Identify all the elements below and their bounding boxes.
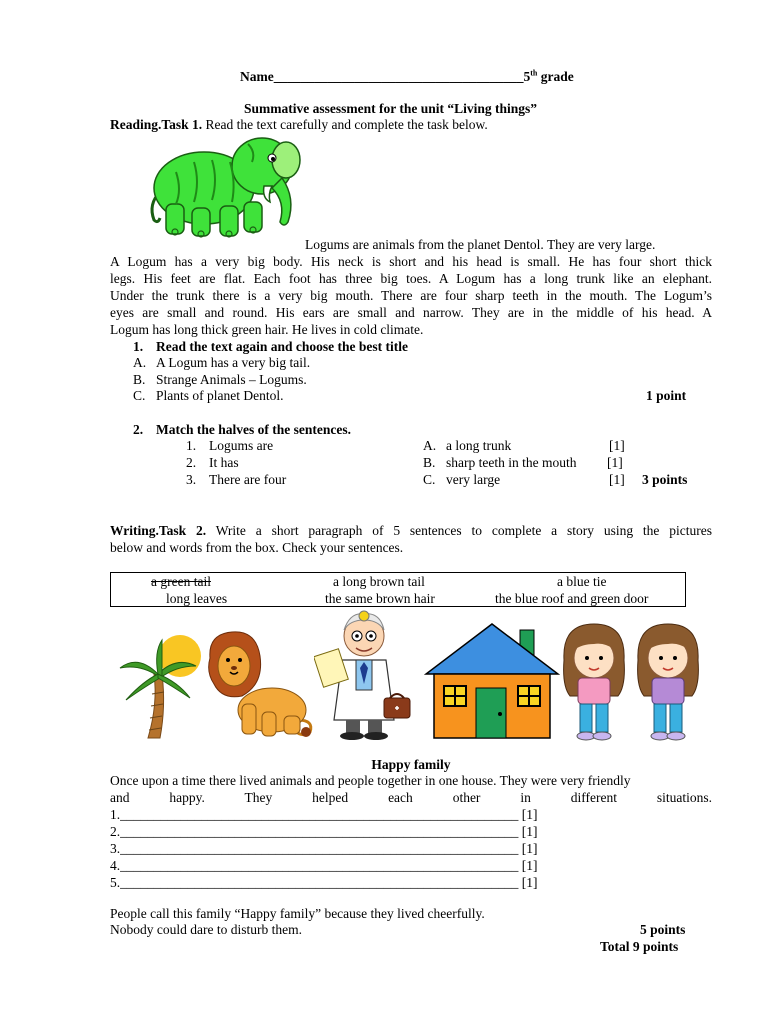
match-right-letter: C. [423, 472, 436, 487]
task1-instruction: Read the text carefully and complete the task below. [202, 117, 488, 132]
mark-label: [1] [521, 875, 538, 890]
story-intro-line: and happy. They helped each other in different situations. [110, 790, 712, 805]
word-box-item: the same brown hair [325, 591, 435, 606]
name-field[interactable]: Name_____________________________________5 [240, 69, 531, 84]
blank-line[interactable]: ___________________________________________________________ [120, 875, 519, 890]
match-right-text: a long trunk [446, 438, 512, 453]
paragraph-line: Logum has long thick green hair. He lives in cold climate. [110, 322, 424, 337]
match-right-text: sharp teeth in the mouth [446, 455, 577, 470]
option-text: Plants of planet Dentol. [156, 388, 284, 403]
question-1-number: 1. [133, 339, 144, 354]
total-points: Total 9 points [600, 939, 679, 954]
paragraph-line: eyes are small and round. His ears are small and narrow. They are in the middle of his head. A [110, 305, 712, 320]
reading-paragraph [110, 253, 712, 338]
writing-line-4[interactable] [110, 857, 538, 874]
match-right-a[interactable] [423, 437, 625, 454]
mark-label: [1] [521, 858, 538, 873]
option-a[interactable] [133, 354, 311, 371]
story-title: Happy family [371, 757, 451, 772]
story-intro-line: Once upon a time there lived animals and people together in one house. They were very friendly [110, 773, 631, 788]
page-title: Summative assessment for the unit “Living things” [244, 101, 538, 116]
option-letter: C. [133, 388, 146, 403]
writing-line-2[interactable] [110, 823, 538, 840]
mark-label: [1] [521, 807, 538, 822]
word-box-item: a long brown tail [333, 574, 425, 589]
word-box-item: a green tail [151, 574, 211, 589]
paragraph-line: Under the trunk there is a very big mouth. There are four sharp teeth in the mouth. The Logum’s [110, 288, 712, 303]
story-intro [110, 772, 712, 806]
match-right-text: very large [446, 472, 501, 487]
match-left-text: Logums are [209, 438, 274, 453]
mark-label: [1] [609, 472, 625, 487]
match-left-text: There are four [209, 472, 287, 487]
task2-instructions [110, 522, 712, 556]
word-box [110, 572, 686, 607]
match-right-letter: A. [423, 438, 437, 453]
task2-heading: Writing.Task 2. [110, 523, 207, 538]
blank-line[interactable]: ___________________________________________________________ [120, 841, 519, 856]
question-2-points: 3 points [642, 472, 688, 487]
grade-label: grade [537, 69, 574, 84]
word-box-item: long leaves [166, 591, 228, 606]
task1-heading: Reading.Task 1. [110, 117, 203, 132]
line-number: 2. [110, 824, 121, 839]
doctor-picture [314, 608, 414, 742]
logum-picture [146, 132, 304, 242]
match-left-number: 2. [186, 455, 197, 470]
line-number: 4. [110, 858, 121, 873]
paragraph-line: legs. His feet are flat. Each foot has three big toes. A Logum has a long trunk like an elephant. [110, 271, 712, 286]
match-left-1[interactable] [186, 437, 274, 454]
match-right-b[interactable] [423, 454, 623, 471]
word-box-item: the blue roof and green door [495, 591, 649, 606]
blank-line[interactable]: ___________________________________________________________ [120, 824, 519, 839]
task2-instruction-text: Write a short paragraph of 5 sentences to complete a story using the pictures [206, 523, 712, 538]
option-text: A Logum has a very big tail. [156, 355, 311, 370]
grade-superscript: th [530, 68, 538, 78]
match-left-number: 3. [186, 472, 197, 487]
task2-points: 5 points [640, 922, 686, 937]
blank-line[interactable]: ___________________________________________________________ [120, 858, 519, 873]
closing-line-2: Nobody could dare to disturb them. [110, 922, 302, 937]
writing-line-5[interactable] [110, 874, 538, 891]
palm-tree-picture [118, 634, 208, 740]
line-number: 5. [110, 875, 121, 890]
option-b[interactable] [133, 371, 307, 388]
option-letter: B. [133, 372, 146, 387]
question-2-number: 2. [133, 422, 144, 437]
match-left-3[interactable] [186, 471, 287, 488]
mark-label: [1] [521, 841, 538, 856]
lion-picture [202, 628, 316, 740]
writing-lines [110, 806, 538, 891]
line-number: 3. [110, 841, 121, 856]
match-left-2[interactable] [186, 454, 239, 471]
question-2-text: Match the halves of the sentences. [156, 422, 351, 437]
question-1-text: Read the text again and choose the best title [156, 339, 408, 354]
match-right-c[interactable] [423, 471, 625, 488]
task1-heading-line [110, 116, 488, 133]
match-left-number: 1. [186, 438, 197, 453]
option-text: Strange Animals – Logums. [156, 372, 307, 387]
mark-label: [1] [609, 438, 625, 453]
blank-line[interactable]: ___________________________________________________________ [120, 807, 519, 822]
match-left-text: It has [209, 455, 239, 470]
question-1-points: 1 point [646, 388, 687, 403]
writing-line-3[interactable] [110, 840, 538, 857]
option-c[interactable] [133, 387, 284, 404]
closing-line-1: People call this family “Happy family” because they lived cheerfully. [110, 906, 485, 921]
reading-paragraph-first-line: Logums are animals from the planet Dentol. They are very large. [305, 237, 656, 252]
task2-instruction-line [110, 522, 712, 539]
house-picture [424, 622, 560, 740]
paragraph-line: A Logum has a very big body. His neck is short and his head is small. He has four short thick [110, 254, 712, 269]
question-2 [133, 421, 351, 438]
mark-label: [1] [521, 824, 538, 839]
match-right-letter: B. [423, 455, 436, 470]
name-and-grade-line [240, 68, 574, 85]
mark-label: [1] [607, 455, 623, 470]
line-number: 1. [110, 807, 121, 822]
writing-line-1[interactable] [110, 806, 538, 823]
two-girls-picture [558, 620, 706, 742]
option-letter: A. [133, 355, 147, 370]
word-box-item: a blue tie [557, 574, 607, 589]
task2-instruction-line-2: below and words from the box. Check your sentences. [110, 540, 404, 555]
question-1 [133, 338, 408, 355]
